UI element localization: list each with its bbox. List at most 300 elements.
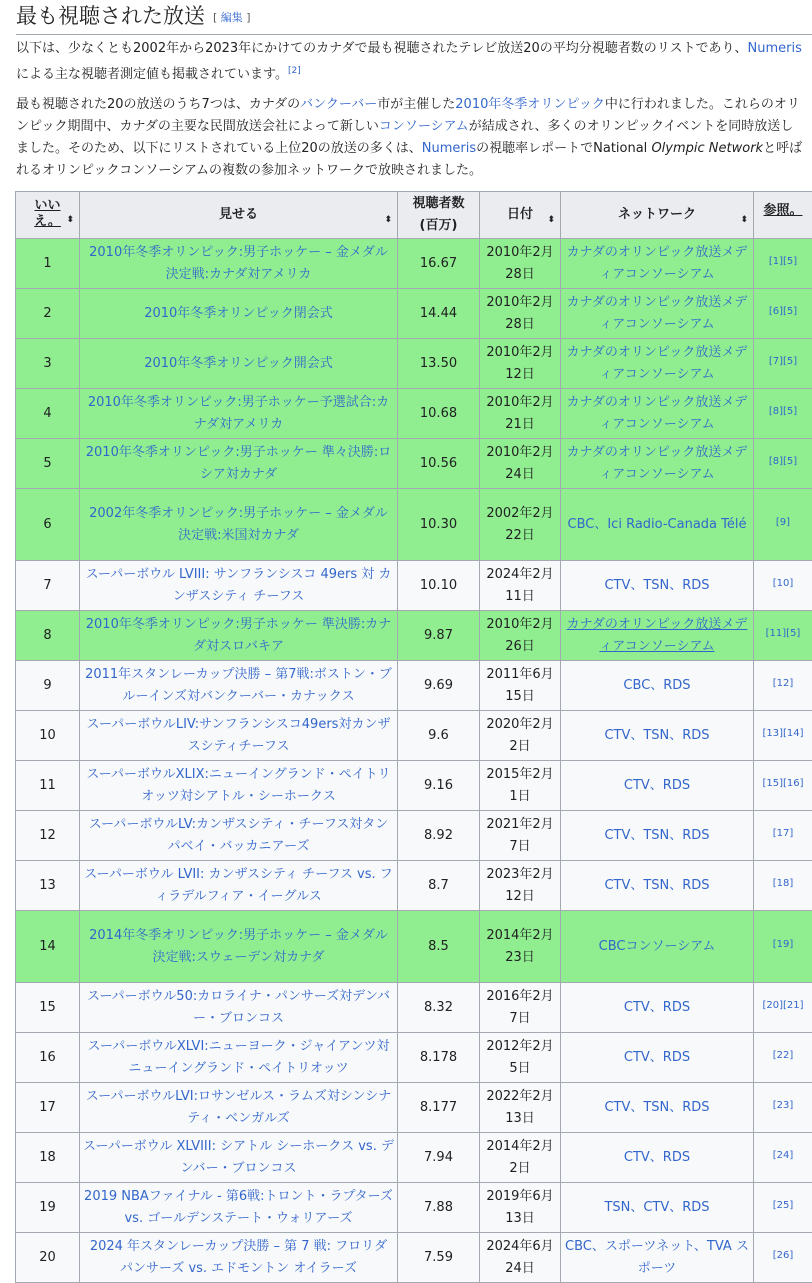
cell-viewers: 10.68 <box>420 406 457 421</box>
cell-ref-link[interactable]: [18] <box>773 878 794 889</box>
intro-p2-f: と呼ばれるオリンピックコンソーシアムの複数の参加ネットワークで放映されました。 <box>16 141 802 178</box>
header-network-label: ネットワーク <box>618 207 696 222</box>
intro-p2-a: 最も視聴された20の放送のうち7つは、カナダの <box>16 97 300 112</box>
cell-rank: 10 <box>39 728 56 743</box>
header-show[interactable] <box>80 192 398 239</box>
edit-bracket-open: [ <box>213 11 217 24</box>
cell-show <box>80 389 398 439</box>
cell-show <box>80 861 398 911</box>
cell-viewers: 7.59 <box>424 1250 453 1265</box>
cell-rank <box>16 761 80 811</box>
intro-p2-b: 市が主催した <box>377 97 455 112</box>
cell-ref <box>754 661 812 711</box>
cell-show-link[interactable]: スーパーボウルLIV:サンフランシスコ49ers対カンザスシティチーフス <box>87 717 391 754</box>
cell-date <box>480 1033 561 1083</box>
cell-ref <box>754 1033 812 1083</box>
cell-show-link[interactable]: スーパーボウルLV:カンザスシティ・チーフス対タンパベイ・バッカニアーズ <box>89 817 389 854</box>
cell-network <box>561 289 754 339</box>
header-viewers[interactable] <box>398 192 480 239</box>
cell-network <box>561 711 754 761</box>
numeris-link[interactable]: Numeris <box>748 41 802 56</box>
cell-date: 2010年2月28日 <box>486 245 553 282</box>
table-row <box>16 611 812 661</box>
cell-viewers: 7.94 <box>424 1150 453 1165</box>
cell-viewers: 9.69 <box>424 678 453 693</box>
cell-ref <box>754 711 812 761</box>
cell-network <box>561 861 754 911</box>
cell-viewers: 8.92 <box>424 828 453 843</box>
cell-date: 2022年2月13日 <box>486 1089 553 1126</box>
cell-date <box>480 439 561 489</box>
cell-viewers <box>398 561 480 611</box>
cell-network-link[interactable]: CBC、Ici Radio-Canada Télé <box>568 517 747 532</box>
cell-ref-link[interactable]: [25] <box>773 1200 794 1211</box>
cell-show-link[interactable]: スーパーボウル50:カロライナ・パンサーズ対デンバー・ブロンコス <box>87 989 390 1026</box>
table-row <box>16 561 812 611</box>
cell-network <box>561 239 754 289</box>
cell-ref <box>754 239 812 289</box>
table-row <box>16 1233 812 1283</box>
cell-date <box>480 811 561 861</box>
table-row <box>16 711 812 761</box>
cell-rank: 20 <box>39 1250 56 1265</box>
cell-date: 2024年2月11日 <box>486 567 553 604</box>
cell-rank: 4 <box>43 406 51 421</box>
table-row <box>16 661 812 711</box>
header-rank[interactable] <box>16 192 80 239</box>
table-row <box>16 1133 812 1183</box>
cell-ref <box>754 911 812 983</box>
cell-network <box>561 439 754 489</box>
cell-viewers: 8.5 <box>428 939 449 954</box>
cell-date: 2011年6月15日 <box>486 667 553 704</box>
cell-date <box>480 339 561 389</box>
table-row <box>16 1183 812 1233</box>
cell-show-link[interactable]: スーパーボウルLVI:ロサンゼルス・ラムズ対シンシナティ・ベンガルズ <box>86 1089 391 1126</box>
table-row <box>16 761 812 811</box>
cell-viewers: 9.6 <box>428 728 449 743</box>
table-row <box>16 239 812 289</box>
cell-rank: 15 <box>39 1000 56 1015</box>
cell-viewers: 8.7 <box>428 878 449 893</box>
cell-show-link[interactable]: 2010年冬季オリンピック開会式 <box>144 356 333 371</box>
cell-viewers: 9.87 <box>424 628 453 643</box>
cell-show <box>80 1183 398 1233</box>
cell-date: 2024年6月24日 <box>486 1239 553 1276</box>
cell-ref <box>754 1133 812 1183</box>
cell-ref <box>754 489 812 561</box>
cell-network <box>561 611 754 661</box>
intro-paragraph-1 <box>16 38 804 86</box>
cell-show-link[interactable]: 2010年冬季オリンピック:男子ホッケー予選試合:カナダ対アメリカ <box>88 395 389 432</box>
cell-rank <box>16 561 80 611</box>
cell-rank: 11 <box>39 778 56 793</box>
cell-viewers: 8.177 <box>420 1100 457 1115</box>
cell-viewers: 7.88 <box>424 1200 453 1215</box>
cell-show-link[interactable]: スーパーボウル XLVIII: シアトル シーホークス vs. デンバー・ブロンコス <box>83 1139 394 1176</box>
cell-rank <box>16 439 80 489</box>
cell-rank <box>16 489 80 561</box>
cell-network <box>561 1233 754 1283</box>
cell-show <box>80 439 398 489</box>
cell-network-link[interactable]: カナダのオリンピック放送メディアコンソーシアム <box>567 395 748 432</box>
cell-date <box>480 661 561 711</box>
cell-rank: 13 <box>39 878 56 893</box>
table-row <box>16 489 812 561</box>
cell-date <box>480 289 561 339</box>
cell-rank: 5 <box>43 456 51 471</box>
cell-date <box>480 561 561 611</box>
cell-network <box>561 489 754 561</box>
cell-date <box>480 389 561 439</box>
cell-ref-link[interactable]: [6][5] <box>769 306 797 317</box>
cell-viewers: 16.67 <box>420 256 457 271</box>
cell-show-link[interactable]: スーパーボウル LVIII: サンフランシスコ 49ers 対 カンザスシティ チーフス <box>86 567 392 604</box>
edit-section-link-wrapper <box>213 11 251 24</box>
cell-viewers: 8.178 <box>420 1050 457 1065</box>
header-viewers-label-2: (百万) <box>420 218 458 233</box>
cell-network-link[interactable]: カナダのオリンピック放送メディアコンソーシアム <box>567 295 748 332</box>
cell-rank <box>16 1233 80 1283</box>
cell-date: 2010年2月21日 <box>486 395 553 432</box>
cell-rank: 16 <box>39 1050 56 1065</box>
cell-date <box>480 1133 561 1183</box>
header-network[interactable] <box>561 192 754 239</box>
cell-ref-link[interactable]: [15][16] <box>762 778 803 789</box>
cell-rank <box>16 289 80 339</box>
cell-show <box>80 489 398 561</box>
cell-viewers <box>398 911 480 983</box>
cell-viewers <box>398 861 480 911</box>
cell-date: 2014年2月2日 <box>486 1139 553 1176</box>
cell-date: 2023年2月12日 <box>486 867 553 904</box>
intro-p2-c: 中に行われました。これらのオリンピック期間中、カナダの主要な民間放送会社によって新しい <box>16 97 800 134</box>
cell-ref <box>754 1233 812 1283</box>
cell-ref-link[interactable]: [17] <box>773 828 794 839</box>
cell-rank: 1 <box>43 256 51 271</box>
cell-show <box>80 983 398 1033</box>
cell-viewers <box>398 239 480 289</box>
cell-show <box>80 811 398 861</box>
table-row <box>16 1083 812 1133</box>
cell-show <box>80 711 398 761</box>
cell-network-link[interactable]: CTV、TSN、RDS <box>604 878 709 893</box>
sort-icon[interactable]: ⬍ <box>547 209 555 231</box>
cell-date: 2010年2月12日 <box>486 345 553 382</box>
cell-ref-link[interactable]: [26] <box>773 1250 794 1261</box>
cell-rank: 19 <box>39 1200 56 1215</box>
cell-network <box>561 661 754 711</box>
cell-show-link[interactable]: 2024 年スタンレーカップ決勝 – 第 7 戦: フロリダ パンサーズ vs. エドモントン オイラーズ <box>90 1239 387 1276</box>
cell-date <box>480 911 561 983</box>
cell-rank <box>16 983 80 1033</box>
cell-ref <box>754 1183 812 1233</box>
cell-date: 2012年2月5日 <box>486 1039 553 1076</box>
cell-ref-link[interactable]: [9] <box>776 517 790 528</box>
cell-viewers: 9.16 <box>424 778 453 793</box>
cell-show-link[interactable]: 2010年冬季オリンピック:男子ホッケー 準々決勝:ロシア対カナダ <box>86 445 391 482</box>
header-date-label: 日付 <box>507 207 533 222</box>
cell-show-link[interactable]: 2011年スタンレーカップ決勝 – 第7戦:ボストン・ブルーインズ対バンクーバー・カナックス <box>85 667 392 704</box>
cell-ref-link[interactable]: [1][5] <box>769 256 797 267</box>
cell-show-link[interactable]: 2019 NBAファイナル - 第6戦:トロント・ラプターズ vs. ゴールデンステート・ウォリアーズ <box>84 1189 393 1226</box>
cell-viewers <box>398 1133 480 1183</box>
cell-rank <box>16 811 80 861</box>
cell-viewers <box>398 661 480 711</box>
table-header-row <box>16 192 812 239</box>
cell-network-link[interactable]: CBC、RDS <box>623 678 690 693</box>
cell-ref <box>754 389 812 439</box>
cell-show <box>80 339 398 389</box>
cell-network <box>561 561 754 611</box>
cell-show <box>80 1133 398 1183</box>
cell-show <box>80 561 398 611</box>
cell-show-link[interactable]: 2014年冬季オリンピック:男子ホッケー – 金メダル決定戦:スウェーデン対カナダ <box>89 928 388 965</box>
cell-viewers <box>398 1033 480 1083</box>
cell-rank: 14 <box>39 939 56 954</box>
cell-network-link[interactable]: カナダのオリンピック放送メディアコンソーシアム <box>567 617 748 654</box>
edit-bracket-close: ] <box>246 11 250 24</box>
cell-show <box>80 661 398 711</box>
cell-network-link[interactable]: CTV、RDS <box>624 778 690 793</box>
cell-viewers <box>398 439 480 489</box>
cell-viewers: 10.30 <box>420 517 457 532</box>
cell-ref-link[interactable]: [11][5] <box>766 628 801 639</box>
cell-rank: 18 <box>39 1150 56 1165</box>
cell-ref <box>754 439 812 489</box>
cell-network <box>561 911 754 983</box>
cell-rank: 2 <box>43 306 51 321</box>
header-ref-label: 参照。 <box>763 200 803 222</box>
header-show-label: 見せる <box>219 207 258 222</box>
cell-ref <box>754 811 812 861</box>
cell-viewers <box>398 983 480 1033</box>
cell-viewers <box>398 811 480 861</box>
intro-p1-text: 以下は、少なくとも2002年から2023年にかけてのカナダで最も視聴されたテレビ放送20の平均分視聴者数のリストであり、 <box>16 41 748 56</box>
cell-date <box>480 239 561 289</box>
most-watched-table <box>15 191 812 1283</box>
section-heading <box>16 1 812 35</box>
intro-p2-e: の視聴率レポートでNational <box>476 141 651 156</box>
table-row <box>16 389 812 439</box>
cell-viewers <box>398 289 480 339</box>
cell-viewers: 14.44 <box>420 306 457 321</box>
cell-date: 2010年2月26日 <box>486 617 553 654</box>
numeris-link-2[interactable]: Numeris <box>422 141 476 156</box>
cell-network <box>561 389 754 439</box>
cell-viewers <box>398 761 480 811</box>
cell-rank <box>16 1083 80 1133</box>
cell-rank <box>16 1133 80 1183</box>
table-row <box>16 983 812 1033</box>
olympic-network-italic: Olympic Network <box>651 141 763 156</box>
cell-network <box>561 1133 754 1183</box>
cell-viewers: 10.56 <box>420 456 457 471</box>
cell-date: 2015年2月1日 <box>486 767 553 804</box>
table-row <box>16 339 812 389</box>
table-row <box>16 289 812 339</box>
sort-icon[interactable]: ⬍ <box>66 209 74 231</box>
cell-ref-link[interactable]: [23] <box>773 1100 794 1111</box>
sort-icon[interactable]: ⬍ <box>740 209 748 231</box>
header-date[interactable] <box>480 192 561 239</box>
cell-viewers: 10.10 <box>420 578 457 593</box>
cell-show-link[interactable]: 2010年冬季オリンピック閉会式 <box>144 306 333 321</box>
cell-date: 2014年2月23日 <box>486 928 553 965</box>
cell-show <box>80 611 398 661</box>
cell-network <box>561 983 754 1033</box>
cell-network <box>561 1083 754 1133</box>
cell-network-link[interactable]: カナダのオリンピック放送メディアコンソーシアム <box>567 345 748 382</box>
cell-date: 2016年2月7日 <box>486 989 553 1026</box>
table-row <box>16 811 812 861</box>
cell-ref-link[interactable]: [8][5] <box>769 406 797 417</box>
cell-rank: 6 <box>43 517 51 532</box>
cell-viewers: 8.32 <box>424 1000 453 1015</box>
cell-show-link[interactable]: 2002年冬季オリンピック:男子ホッケー – 金メダル決定戦:米国対カナダ <box>89 506 388 543</box>
cell-rank <box>16 1033 80 1083</box>
cell-date: 2021年2月7日 <box>486 817 553 854</box>
cell-network <box>561 761 754 811</box>
cell-ref-link[interactable]: [12] <box>773 678 794 689</box>
cell-network <box>561 1033 754 1083</box>
cell-date: 2020年2月2日 <box>486 717 553 754</box>
cell-ref <box>754 861 812 911</box>
cell-rank: 3 <box>43 356 51 371</box>
table-row <box>16 1033 812 1083</box>
cell-ref <box>754 339 812 389</box>
cell-ref <box>754 1083 812 1133</box>
cell-network-link[interactable]: CTV、TSN、RDS <box>604 828 709 843</box>
cell-network-link[interactable]: CTV、RDS <box>624 1000 690 1015</box>
cell-rank <box>16 339 80 389</box>
cell-viewers: 13.50 <box>420 356 457 371</box>
cell-rank <box>16 389 80 439</box>
cell-network-link[interactable]: TSN、CTV、RDS <box>604 1200 709 1215</box>
cell-date: 2010年2月28日 <box>486 295 553 332</box>
cell-ref-link[interactable]: [19] <box>773 939 794 950</box>
cell-rank: 17 <box>39 1100 56 1115</box>
cell-viewers <box>398 611 480 661</box>
cell-show <box>80 911 398 983</box>
cell-ref <box>754 561 812 611</box>
cell-viewers <box>398 1183 480 1233</box>
cell-rank: 9 <box>43 678 51 693</box>
table-row <box>16 861 812 911</box>
header-viewers-label-1: 視聴者数 <box>412 196 464 211</box>
cell-date <box>480 861 561 911</box>
cell-rank <box>16 911 80 983</box>
cell-rank <box>16 661 80 711</box>
cell-show <box>80 289 398 339</box>
cell-network-link[interactable]: CTV、TSN、RDS <box>604 1100 709 1115</box>
cell-rank <box>16 239 80 289</box>
cell-network-link[interactable]: カナダのオリンピック放送メディアコンソーシアム <box>567 445 748 482</box>
cell-ref-link[interactable]: [10] <box>773 578 794 589</box>
cell-rank <box>16 1183 80 1233</box>
cell-ref-link[interactable]: [13][14] <box>762 728 803 739</box>
cell-ref-link[interactable]: [20][21] <box>762 1000 803 1011</box>
sort-icon[interactable]: ⬍ <box>384 209 392 231</box>
citation-2[interactable]: [2] <box>288 66 301 76</box>
olympics-2010-link[interactable]: 2010年冬季オリンピック <box>455 97 605 112</box>
cell-ref-link[interactable]: [7][5] <box>769 356 797 367</box>
cell-ref <box>754 289 812 339</box>
cell-rank <box>16 711 80 761</box>
cell-date: 2019年6月13日 <box>486 1189 553 1226</box>
cell-ref-link[interactable]: [8][5] <box>769 456 797 467</box>
cell-network-link[interactable]: CTV、TSN、RDS <box>604 728 709 743</box>
cell-viewers <box>398 389 480 439</box>
cell-date: 2002年2月22日 <box>486 506 553 543</box>
cell-date <box>480 1083 561 1133</box>
cell-show-link[interactable]: スーパーボウルXLIX:ニューイングランド・ペイトリオッツ対シアトル・シーホークス <box>86 767 390 804</box>
cell-date <box>480 1233 561 1283</box>
cell-network <box>561 1183 754 1233</box>
header-rank-label: いいえ。 <box>33 198 63 230</box>
cell-show <box>80 239 398 289</box>
cell-show <box>80 761 398 811</box>
cell-show-link[interactable]: 2010年冬季オリンピック:男子ホッケー 準決勝:カナダ対スロバキア <box>86 617 391 654</box>
section-title: 最も視聴された放送 <box>16 1 205 31</box>
cell-show <box>80 1033 398 1083</box>
cell-rank <box>16 861 80 911</box>
intro-p1-tail: による主な視聴者測定値も掲載されています。 <box>16 67 288 82</box>
cell-date <box>480 489 561 561</box>
cell-network-link[interactable]: カナダのオリンピック放送メディアコンソーシアム <box>567 245 748 282</box>
cell-viewers <box>398 1233 480 1283</box>
cell-network-link[interactable]: CTV、RDS <box>624 1050 690 1065</box>
vancouver-link[interactable]: バンクーバー <box>300 97 377 112</box>
consortium-link[interactable]: コンソーシアム <box>379 119 469 134</box>
cell-viewers <box>398 339 480 389</box>
intro-paragraph-2 <box>16 94 804 182</box>
cell-date <box>480 611 561 661</box>
cell-network-link[interactable]: CBCコンソーシアム <box>599 939 716 954</box>
cell-date <box>480 1183 561 1233</box>
cell-viewers <box>398 711 480 761</box>
cell-date: 2010年2月24日 <box>486 445 553 482</box>
cell-network <box>561 811 754 861</box>
cell-date <box>480 761 561 811</box>
cell-show <box>80 1083 398 1133</box>
edit-section-link[interactable]: 編集 <box>221 11 243 24</box>
cell-ref <box>754 983 812 1033</box>
cell-rank: 7 <box>43 578 51 593</box>
cell-date <box>480 711 561 761</box>
cell-viewers <box>398 1083 480 1133</box>
cell-ref <box>754 761 812 811</box>
cell-ref-link[interactable]: [22] <box>773 1050 794 1061</box>
cell-rank: 8 <box>43 628 51 643</box>
header-ref[interactable] <box>754 192 812 239</box>
table-row <box>16 911 812 983</box>
intro-p2-d: が結成され、多くのオリンピックイベントを同時放送しました。そのため、以下にリストされている上位20の放送の多くは、 <box>16 119 793 156</box>
cell-ref <box>754 611 812 661</box>
cell-network-link[interactable]: CTV、RDS <box>624 1150 690 1165</box>
cell-show-link[interactable]: スーパーボウル LVII: カンザスシティ チーフス vs. フィラデルフィア・イーグルス <box>84 867 393 904</box>
cell-show-link[interactable]: 2010年冬季オリンピック:男子ホッケー – 金メダル決定戦:カナダ対アメリカ <box>89 245 388 282</box>
cell-network-link[interactable]: CBC、スポーツネット、TVA スポーツ <box>565 1239 749 1276</box>
cell-show-link[interactable]: スーパーボウルXLVI:ニューヨーク・ジャイアンツ対ニューイングランド・ペイトリオッツ <box>88 1039 390 1076</box>
cell-viewers <box>398 489 480 561</box>
table-row <box>16 439 812 489</box>
cell-ref-link[interactable]: [24] <box>773 1150 794 1161</box>
cell-date <box>480 983 561 1033</box>
cell-show <box>80 1233 398 1283</box>
cell-network <box>561 339 754 389</box>
cell-network-link[interactable]: CTV、TSN、RDS <box>604 578 709 593</box>
